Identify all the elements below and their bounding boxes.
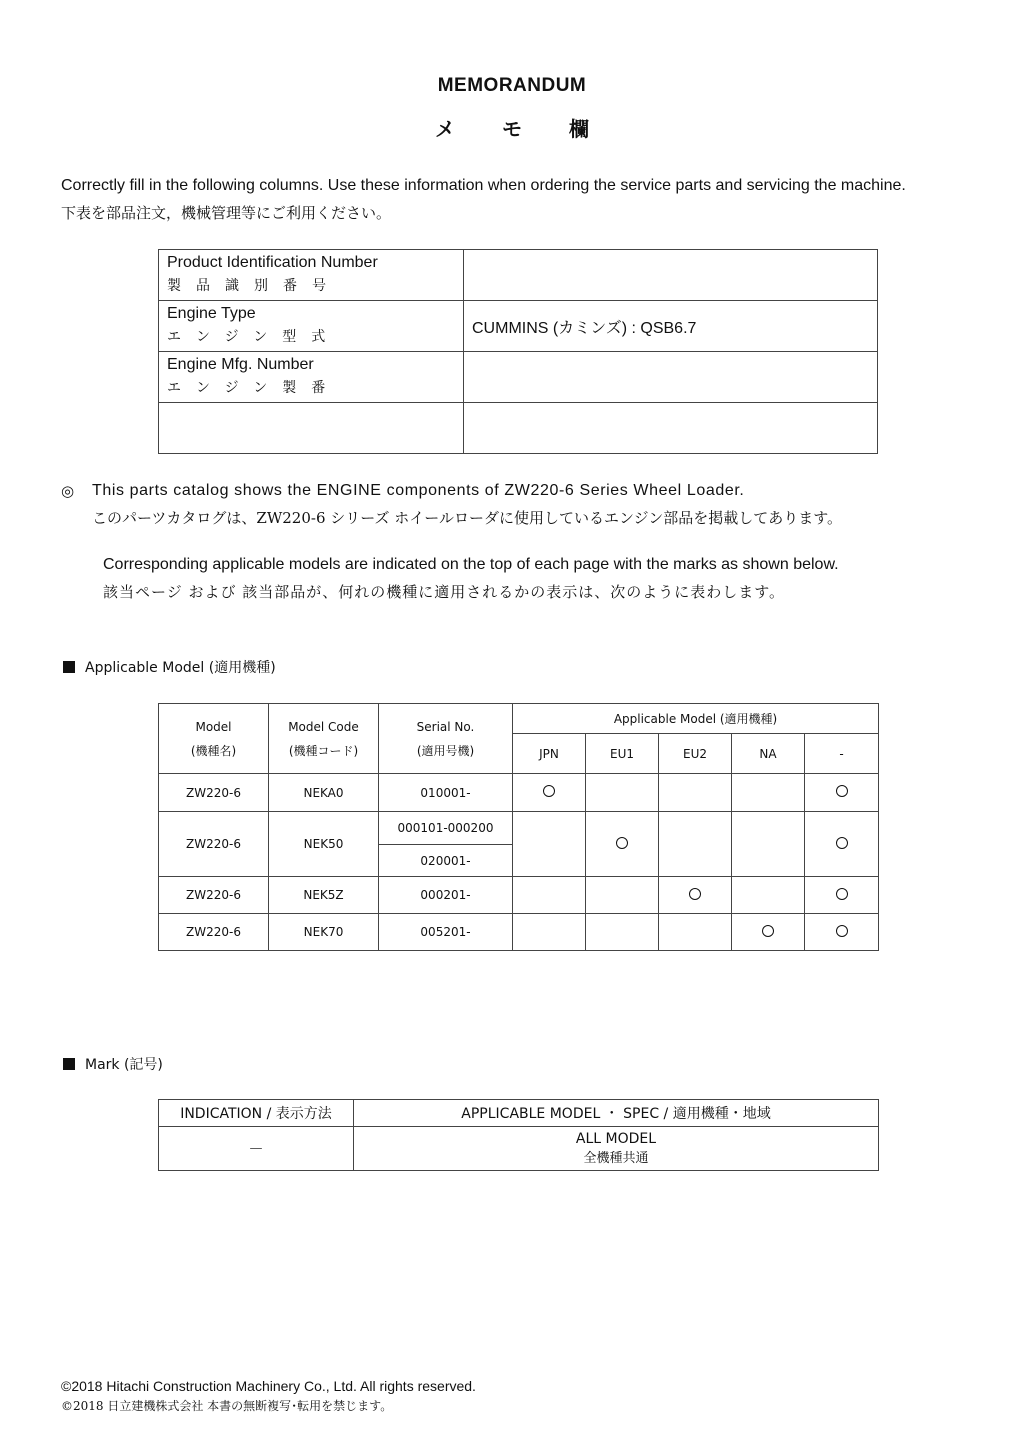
applicable-model-heading [63,657,276,677]
applicable-circle-icon [543,785,555,797]
mark-cell [659,877,732,914]
applicable-circle-icon [762,925,774,937]
mark-cell [732,914,805,951]
header-region: EU1 [586,734,659,774]
all-model-en: ALL MODEL [575,1130,657,1147]
id-label-cell [159,352,464,403]
id-value-cell[interactable] [464,352,878,403]
serial-cell: 000201- [379,877,513,914]
code-cell: NEK50 [269,812,379,877]
mark-cell [586,877,659,914]
table-row [159,1127,879,1171]
mark-cell [659,774,732,812]
note-mark-icon: ◎ [61,482,75,500]
mark-heading [63,1054,163,1074]
applicable-circle-icon [616,837,628,849]
table-header-row [159,1100,879,1127]
id-label-cell[interactable] [159,403,464,454]
mark-cell [659,812,732,877]
header-region: EU2 [659,734,732,774]
model-cell: ZW220-6 [159,774,269,812]
indication-header: INDICATION / 表示方法 [159,1100,354,1127]
id-label-jp: エンジン型式 [167,329,341,345]
id-label-cell [159,301,464,352]
engine-type-value[interactable]: CUMMINS (カミンズ) : QSB6.7 [464,301,878,352]
code-cell: NEK70 [269,914,379,951]
mark-cell [805,774,879,812]
mark-cell [732,812,805,877]
page-title: MEMORANDUM [437,75,587,96]
table-header-row [159,704,879,734]
serial-cell: 000101-000200 [379,812,513,845]
indication-cell: — [159,1127,354,1171]
header-model-en: Model [195,719,232,734]
table-row [159,877,879,914]
id-row [159,352,878,403]
mark-cell [586,774,659,812]
intro-text-jp: 下表を部品注文，機械管理等にご利用ください。 [61,204,392,222]
page-title-jp: メ モ 欄 [435,117,589,141]
mark-cell [805,812,879,877]
intro-text: Correctly fill in the following columns. Use these information when ordering the service parts and servicing the machine. [61,177,906,194]
all-model-jp: 全機種共通 [583,1150,649,1166]
serial-cell: 020001- [379,845,513,877]
table-row [159,812,879,845]
id-label-cell [159,250,464,301]
header-code-en: Model Code [288,719,359,734]
header-region: - [805,734,879,774]
mark-cell [513,812,586,877]
applicable-circle-icon [836,925,848,937]
mark-cell [586,914,659,951]
header-code [269,704,379,774]
id-value-cell[interactable] [464,250,878,301]
header-region: JPN [513,734,586,774]
applicable-model-heading-text: Applicable Model (適用機種) [85,660,276,676]
id-row [159,301,878,352]
applicable-model-table [158,703,879,951]
serial-cell: 010001- [379,774,513,812]
id-row [159,403,878,454]
copyright-text-jp: ©2018 日立建機株式会社 本書の無断複写･転用を禁じます。 [61,1399,393,1413]
id-label-jp: 製品識別番号 [167,278,341,294]
applicable-circle-icon [689,888,701,900]
serial-cell: 005201- [379,914,513,951]
header-serial [379,704,513,774]
applicable-circle-icon [836,837,848,849]
mark-cell [513,914,586,951]
header-serial-en: Serial No. [416,719,475,734]
model-cell: ZW220-6 [159,914,269,951]
copyright-text: ©2018 Hitachi Construction Machinery Co., Ltd. All rights reserved. [61,1378,476,1394]
identification-table [158,249,878,454]
id-label-jp: エンジン製番 [167,380,341,396]
mark-table [158,1099,879,1171]
mark-cell [586,812,659,877]
applicable-circle-icon [836,888,848,900]
code-cell: NEK5Z [269,877,379,914]
mark-heading-text: Mark (記号) [85,1057,163,1073]
corresponding-note: Corresponding applicable models are indicated on the top of each page with the marks as shown below. [103,556,839,573]
id-row [159,250,878,301]
header-applicable-group: Applicable Model (適用機種) [513,704,879,734]
model-cell: ZW220-6 [159,877,269,914]
id-value-cell[interactable] [464,403,878,454]
id-label-en: Engine Type [167,305,256,322]
mark-cell [805,877,879,914]
id-label-en: Product Identification Number [167,254,378,271]
mark-cell [513,877,586,914]
square-bullet-icon [63,1058,75,1070]
all-model-cell [354,1127,879,1171]
mark-cell [732,774,805,812]
catalog-note-jp: このパーツカタログは、ZW220-6 シリーズ ホイールローダに使用しているエンジン部品を掲載してあります。 [92,509,843,527]
table-row [159,914,879,951]
square-bullet-icon [63,661,75,673]
applicable-circle-icon [836,785,848,797]
header-serial-jp: (適用号機) [416,743,475,758]
header-model-jp: (機種名) [190,743,237,758]
header-code-jp: (機種コード) [288,743,359,758]
id-label-en: Engine Mfg. Number [167,356,314,373]
corresponding-note-jp: 該当ページ および 該当部品が、何れの機種に適用されるかの表示は、次のように表わします。 [103,583,786,601]
applicable-spec-header: APPLICABLE MODEL ・ SPEC / 適用機種・地域 [354,1100,879,1127]
catalog-note: This parts catalog shows the ENGINE components of ZW220-6 Series Wheel Loader. [92,482,745,499]
header-region: NA [732,734,805,774]
mark-cell [732,877,805,914]
table-row [159,774,879,812]
code-cell: NEKA0 [269,774,379,812]
header-model [159,704,269,774]
mark-cell [805,914,879,951]
model-cell: ZW220-6 [159,812,269,877]
mark-cell [513,774,586,812]
mark-cell [659,914,732,951]
